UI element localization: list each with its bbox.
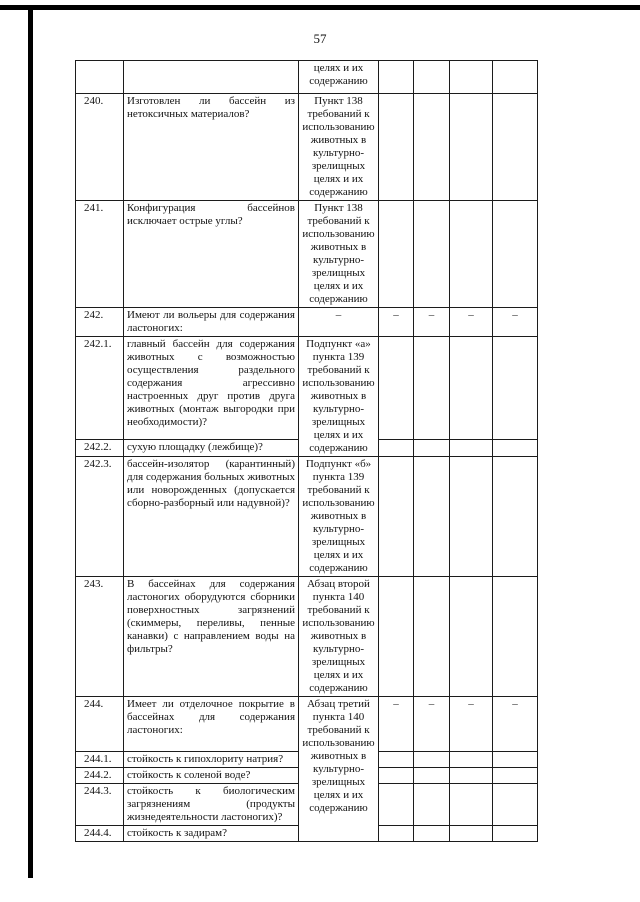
answer-cell	[450, 768, 493, 784]
row-number-cell: 242.2.	[76, 440, 124, 457]
answer-cell	[493, 440, 538, 457]
inspection-checklist-table	[75, 60, 538, 842]
reference-cell: целях и их содержанию	[299, 61, 379, 94]
answer-cell	[493, 61, 538, 94]
row-number-cell: 244.3.	[76, 784, 124, 826]
question-cell: Изготовлен ли бассейн из нетоксичных материалов?	[124, 94, 299, 201]
reference-cell: Пункт 138 требований к использованию животных в культурно-зрелищных целях и их содержанию	[299, 201, 379, 308]
answer-cell	[450, 440, 493, 457]
answer-cell	[414, 94, 450, 201]
question-cell: стойкость к гипохлориту натрия?	[124, 752, 299, 768]
row-number-cell	[76, 61, 124, 94]
row-number-cell: 244.1.	[76, 752, 124, 768]
reference-cell: Абзац третий пункта 140 требований к использованию животных в культурно-зрелищных целях и их содержанию	[299, 697, 379, 842]
reference-cell: Подпункт «б» пункта 139 требований к использованию животных в культурно-зрелищных целях и их содержанию	[299, 457, 379, 577]
answer-cell	[379, 337, 414, 440]
answer-cell	[414, 577, 450, 697]
question-cell: стойкость к задирам?	[124, 826, 299, 842]
table-row-242	[76, 308, 538, 337]
answer-cell	[450, 61, 493, 94]
answer-cell	[450, 457, 493, 577]
reference-cell: Подпункт «а» пункта 139 требований к использованию животных в культурно-зрелищных целях и их содержанию	[299, 337, 379, 457]
answer-cell: –	[414, 308, 450, 337]
answer-cell: –	[450, 697, 493, 752]
row-number-cell: 244.4.	[76, 826, 124, 842]
answer-cell	[379, 784, 414, 826]
question-cell: главный бассейн для содержания животных с возможностью осуществления раздельного содержания агрессивно настроенных друг против друга животных (монтаж выгородки при необходимости)?	[124, 337, 299, 440]
answer-cell	[414, 201, 450, 308]
answer-cell	[414, 337, 450, 440]
answer-cell: –	[493, 308, 538, 337]
answer-cell	[414, 440, 450, 457]
question-cell: стойкость к соленой воде?	[124, 768, 299, 784]
answer-cell	[414, 457, 450, 577]
answer-cell	[450, 201, 493, 308]
answer-cell	[414, 752, 450, 768]
row-number-cell: 242.1.	[76, 337, 124, 440]
answer-cell	[493, 768, 538, 784]
answer-cell	[379, 826, 414, 842]
question-cell: Имеют ли вольеры для содержания ластоногих:	[124, 308, 299, 337]
answer-cell	[493, 577, 538, 697]
row-number-cell: 244.2.	[76, 768, 124, 784]
answer-cell	[450, 826, 493, 842]
answer-cell	[493, 752, 538, 768]
table-row-244	[76, 697, 538, 752]
answer-cell: –	[379, 697, 414, 752]
answer-cell	[379, 457, 414, 577]
answer-cell	[450, 94, 493, 201]
table-row-243	[76, 577, 538, 697]
row-number-cell: 242.	[76, 308, 124, 337]
answer-cell	[379, 577, 414, 697]
answer-cell	[493, 337, 538, 440]
table-row-240	[76, 94, 538, 201]
answer-cell	[414, 61, 450, 94]
question-cell	[124, 61, 299, 94]
answer-cell	[414, 768, 450, 784]
question-cell: сухую площадку (лежбище)?	[124, 440, 299, 457]
row-number-cell: 243.	[76, 577, 124, 697]
row-number-cell: 241.	[76, 201, 124, 308]
answer-cell	[450, 577, 493, 697]
table-row-continuation	[76, 61, 538, 94]
answer-cell	[450, 337, 493, 440]
answer-cell: –	[379, 308, 414, 337]
question-cell: стойкость к биологическим загрязнениям (продукты жизнедеятельности ластоногих)?	[124, 784, 299, 826]
answer-cell	[414, 784, 450, 826]
answer-cell	[493, 94, 538, 201]
scan-border-left	[28, 5, 33, 878]
answer-cell	[450, 752, 493, 768]
answer-cell	[379, 752, 414, 768]
answer-cell	[379, 94, 414, 201]
row-number-cell: 244.	[76, 697, 124, 752]
answer-cell	[379, 201, 414, 308]
answer-cell: –	[450, 308, 493, 337]
table-row-242-1	[76, 337, 538, 440]
answer-cell	[414, 826, 450, 842]
question-cell: В бассейнах для содержания ластоногих оборудуются сборники поверхностных загрязнений (скиммеры, переливы, пенные канавки) с направлением воды на фильтры?	[124, 577, 299, 697]
answer-cell	[493, 201, 538, 308]
table-row-241	[76, 201, 538, 308]
answer-cell: –	[414, 697, 450, 752]
answer-cell	[379, 440, 414, 457]
answer-cell	[493, 457, 538, 577]
answer-cell: –	[493, 697, 538, 752]
question-cell: Конфигурация бассейнов исключает острые углы?	[124, 201, 299, 308]
scan-border-top	[0, 5, 640, 10]
reference-cell: Абзац второй пункта 140 требований к использованию животных в культурно-зрелищных целях и их содержанию	[299, 577, 379, 697]
answer-cell	[379, 61, 414, 94]
answer-cell	[493, 784, 538, 826]
page-number: 57	[313, 31, 327, 46]
reference-cell: Пункт 138 требований к использованию животных в культурно-зрелищных целях и их содержанию	[299, 94, 379, 201]
question-cell: бассейн-изолятор (карантинный) для содержания больных животных или новорожденных (допускается сборно-разборный или надувной)?	[124, 457, 299, 577]
answer-cell	[493, 826, 538, 842]
table-row-242-3	[76, 457, 538, 577]
answer-cell	[379, 768, 414, 784]
row-number-cell: 240.	[76, 94, 124, 201]
reference-cell: –	[299, 308, 379, 337]
row-number-cell: 242.3.	[76, 457, 124, 577]
question-cell: Имеет ли отделочное покрытие в бассейнах для содержания ластоногих:	[124, 697, 299, 752]
answer-cell	[450, 784, 493, 826]
